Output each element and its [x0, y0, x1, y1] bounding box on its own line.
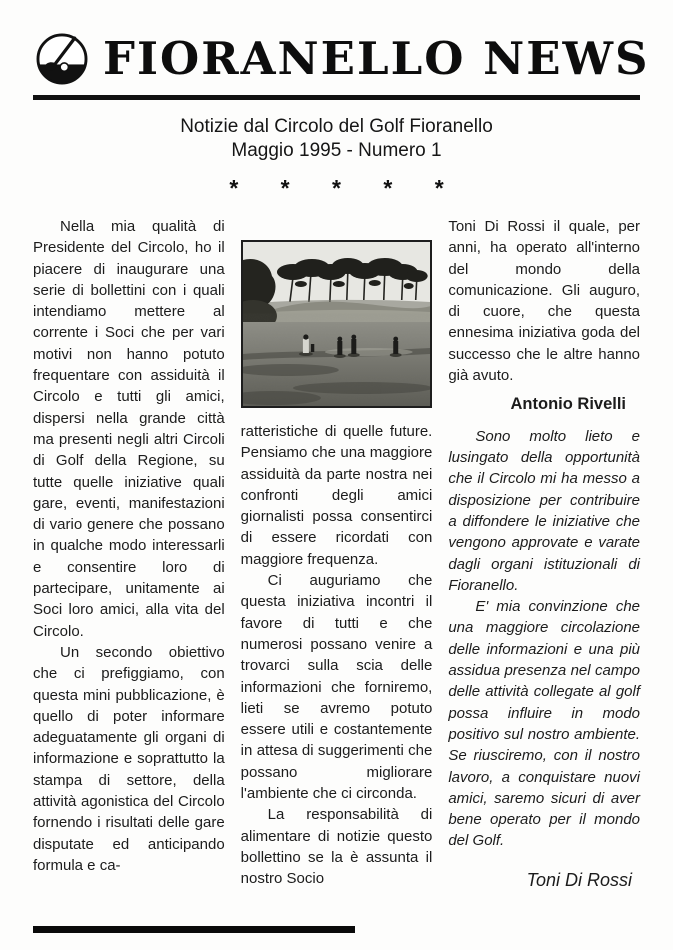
paragraph: Nella mia qualità di Presidente del Circolo, ho il piacere di inaugurare una serie di bollettini con i quali intendiamo mettere al corrente i Soci che per vari motivi non hanno potuto frequentare con assiduità il Circolo e tutti gli amici, dispersi nella grande città ma presenti negli altri Circoli di Golf della Regione, su tutte quelle iniziative quali gare, eventi, manifestazioni di vario genere che possano in qualche modo interessarli e consentire loro di partecipare, unitamente ai Soci loro amici, alla vita del Circolo. [33, 218, 225, 640]
golf-club-and-ball-icon [33, 30, 91, 88]
masthead [0, 0, 673, 88]
paragraph: Ci auguriamo che questa iniziativa incontri il favore di tutti e che numerosi possano venire a trovarci sulla scia delle informazioni che forniremo, lieti se avremo potuto essere utili e costantemente in attesa di suggerimenti che possano migliorare l'ambiente che ci circonda. [240, 572, 433, 803]
masthead-rule [33, 95, 640, 100]
signature-antonio-rivelli: Antonio Rivelli [510, 395, 627, 414]
column-right [448, 216, 640, 893]
paragraph: La responsabilità di alimentare di notizie questo bollettino se la è assunta il nostro Socio [240, 806, 433, 888]
golf-course-photo [241, 240, 433, 408]
page-edge-scan-mark [33, 926, 355, 933]
column-left [33, 216, 225, 876]
paragraph: ratteristiche di quelle future. Pensiamo che una maggiore assiduità da parte nostra nei confronti degli amici giornalisti possa consentirci di essere ricordati con maggiore frequenza. [240, 423, 433, 568]
paragraph-italic: E' mia convinzione che una maggiore circolazione delle informazioni e una più assidua presenza nel campo delle attività collegate al golf possa influire in modo positivo sul nostro ambiente. Se riusciremo, con il nostro lavoro, a conquistare nuovi amici, saremo sicuri di aver bene operato per il mondo del Golf. [448, 598, 641, 850]
star-separator: * * * * * [229, 175, 462, 201]
subtitle-line1: Notizie dal Circolo del Golf Fioranello [180, 116, 493, 137]
paragraph-italic: Sono molto lieto e lusingato della opportunità che il Circolo mi ha messo a disposizione per contribuire a diffondere le iniziative che vengono approvate e varate dagli organi istituzionali di Fioranello. [448, 427, 641, 594]
subtitle [0, 115, 673, 163]
paragraph: Un secondo obiettivo che ci prefiggiamo, con questa mini pubblicazione, è quello di poter informare adeguatamente gli organi di informazione e soprattutto la stampa di settore, della attività agonistica del Circolo fornendo i risultati delle gare disputate ed anticipando formula e ca- [33, 643, 225, 874]
signature-toni-di-rossi: Toni Di Rossi [526, 869, 633, 890]
article-body [0, 216, 673, 893]
paragraph: Toni Di Rossi il quale, per anni, ha operato all'interno del mondo della comunicazione. Gli auguro, di cuore, che questa ennesima iniziativa goda del successo che le altre hanno già avuto. [448, 218, 641, 385]
column-middle [241, 216, 433, 890]
masthead-title: FIORANELLO NEWS [103, 32, 650, 86]
subtitle-line2: Maggio 1995 - Numero 1 [231, 140, 442, 161]
